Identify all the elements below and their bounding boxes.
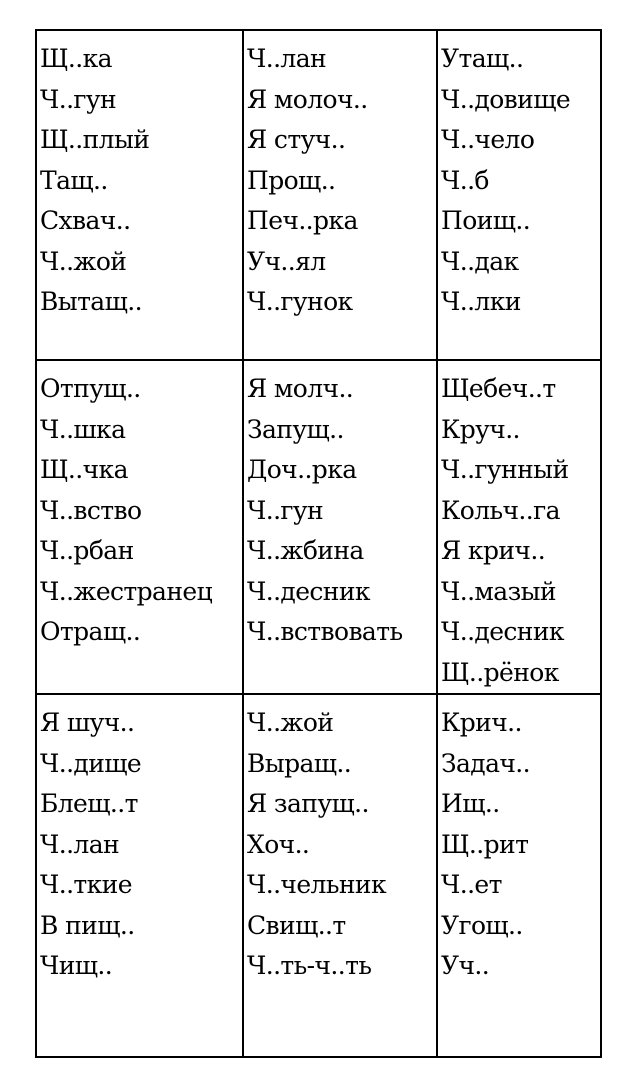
word-item: Крич.. xyxy=(441,708,522,737)
table-cell xyxy=(36,360,243,694)
word-item: Свищ..т xyxy=(247,910,346,940)
word-item: Вытащ.. xyxy=(40,287,142,316)
table-cell xyxy=(243,694,437,1057)
word-item: Прощ.. xyxy=(247,165,336,195)
word-item: Ч..шка xyxy=(40,414,126,444)
word-item: Щ..плый xyxy=(40,125,150,154)
word-item: Отращ.. xyxy=(40,617,141,646)
word-item: Я молоч.. xyxy=(247,84,368,114)
word-item: Я шуч.. xyxy=(40,708,135,737)
word-item: Ч..вство xyxy=(40,495,142,525)
word-item: В пищ.. xyxy=(40,910,135,940)
table-cell xyxy=(437,694,601,1057)
word-item: Круч.. xyxy=(441,414,520,444)
word-item: Ч..дак xyxy=(441,246,519,276)
word-item: Ч..жой xyxy=(247,708,334,737)
word-item: Ч..гун xyxy=(247,495,324,525)
word-item: Отпущ.. xyxy=(40,374,141,403)
word-item: Выращ.. xyxy=(247,748,352,778)
word-item: Я запущ.. xyxy=(247,789,369,818)
word-item: Запущ.. xyxy=(247,414,344,444)
word-item: Ч..вствовать xyxy=(247,617,403,646)
word-item: Ч..дище xyxy=(40,748,142,778)
word-item: Ч..жой xyxy=(40,246,127,276)
word-item: Схвач.. xyxy=(40,206,131,235)
table-row xyxy=(36,30,601,360)
word-item: Я стуч.. xyxy=(247,125,346,154)
table-cell xyxy=(243,360,437,694)
word-item: Доч..рка xyxy=(247,455,357,484)
word-item: Тащ.. xyxy=(40,165,108,195)
table-cell xyxy=(437,30,601,360)
table-cell xyxy=(243,30,437,360)
table-cell xyxy=(36,30,243,360)
word-item: Ч..ть-ч..ть xyxy=(247,951,372,980)
word-item: Ч..десник xyxy=(441,617,564,646)
word-item: Ч..рбан xyxy=(40,536,134,565)
word-item: Ищ.. xyxy=(441,789,500,818)
table-row xyxy=(36,694,601,1057)
word-item: Ч..жбина xyxy=(247,536,364,565)
word-item: Блещ..т xyxy=(40,789,138,818)
word-item: Чищ.. xyxy=(40,951,113,980)
word-item: Ч..лан xyxy=(40,829,120,859)
word-item: Утащ.. xyxy=(441,44,524,73)
word-item: Уч..ял xyxy=(247,246,326,276)
word-item: Щ..рит xyxy=(441,829,529,859)
table-cell xyxy=(437,360,601,694)
word-item: Я крич.. xyxy=(441,536,546,565)
word-item: Печ..рка xyxy=(247,206,358,235)
word-item: Ч..гунок xyxy=(247,287,353,316)
word-item: Ч..ет xyxy=(441,870,502,899)
word-item: Ч..лан xyxy=(247,44,327,73)
word-item: Ч..б xyxy=(441,165,489,195)
word-item: Щебеч..т xyxy=(441,374,556,403)
word-item: Щ..ка xyxy=(40,44,112,73)
word-item: Кольч..га xyxy=(441,495,560,525)
word-item: Щ..чка xyxy=(40,455,128,484)
word-item: Ч..мазый xyxy=(441,576,556,606)
word-item: Задач.. xyxy=(441,748,531,778)
word-item: Хоч.. xyxy=(247,829,310,859)
word-item: Ч..лки xyxy=(441,287,521,316)
word-item: Ч..гунный xyxy=(441,455,569,484)
word-item: Я молч.. xyxy=(247,374,354,403)
word-item: Уч.. xyxy=(441,951,490,980)
word-item: Поищ.. xyxy=(441,206,531,235)
word-item: Ч..довище xyxy=(441,84,571,114)
word-item: Угощ.. xyxy=(441,910,523,940)
word-item: Ч..чело xyxy=(441,125,535,154)
word-item: Ч..чельник xyxy=(247,870,386,899)
word-item: Ч..жестранец xyxy=(40,576,213,606)
word-item: Ч..гун xyxy=(40,84,117,114)
word-item: Ч..ткие xyxy=(40,870,132,899)
table-cell xyxy=(36,694,243,1057)
word-table xyxy=(35,29,602,1058)
word-item: Щ..рёнок xyxy=(441,657,559,687)
table-row xyxy=(36,360,601,694)
word-item: Ч..десник xyxy=(247,576,370,606)
